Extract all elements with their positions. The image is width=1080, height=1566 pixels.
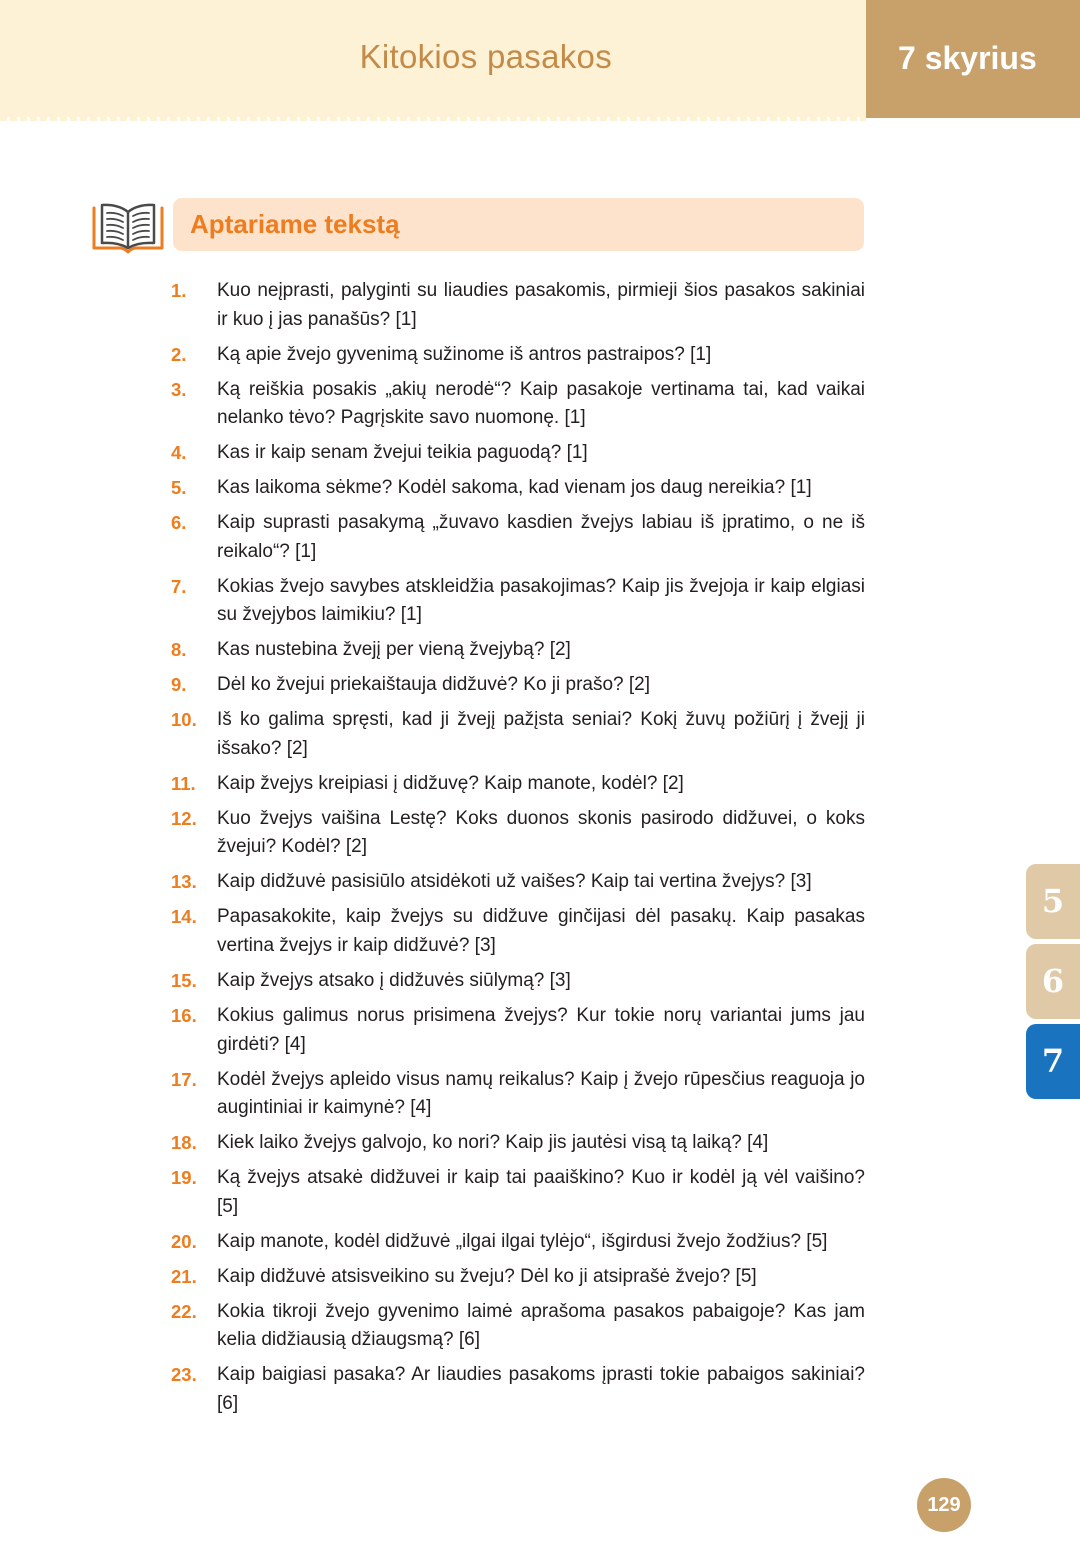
question-number: 19. xyxy=(171,1167,197,1189)
question-item xyxy=(171,636,865,665)
question-item xyxy=(171,341,865,370)
question-item xyxy=(171,1129,865,1158)
question-text: Kas ir kaip senam žvejui teikia paguodą? [1] xyxy=(217,442,588,464)
question-item xyxy=(171,770,865,799)
question-number: 18. xyxy=(171,1132,197,1154)
question-number: 6. xyxy=(171,512,187,534)
question-text: Kokius galimus norus prisimena žvejys? Kur tokie norų variantai jums jau girdėti? [4] xyxy=(217,1004,865,1055)
question-number: 21. xyxy=(171,1265,197,1287)
question-number: 5. xyxy=(171,477,187,499)
question-number: 8. xyxy=(171,639,187,661)
question-text: Ką reiškia posakis „akių nerodė“? Kaip pasakoje vertinama tai, kad vaikai nelanko tėvo? Pagrįskite savo nuomonę. [1] xyxy=(217,378,865,429)
question-item xyxy=(171,474,865,503)
question-number: 9. xyxy=(171,674,187,696)
question-number: 4. xyxy=(171,442,187,464)
question-item xyxy=(171,277,865,334)
question-item xyxy=(171,805,865,862)
question-item xyxy=(171,1164,865,1221)
question-item xyxy=(171,1263,865,1292)
question-list xyxy=(171,277,865,1425)
chapter-tab-6[interactable]: 6 xyxy=(1026,944,1080,1019)
question-number: 7. xyxy=(171,575,187,597)
header-band xyxy=(0,0,866,118)
question-item xyxy=(171,509,865,566)
question-text: Kodėl žvejys apleido visus namų reikalus? Kaip į žvejo rūpesčius reaguoja jo augintiniai ir kaimynė? [4] xyxy=(217,1068,865,1119)
question-number: 10. xyxy=(171,709,197,731)
question-text: Kokia tikroji žvejo gyvenimo laimė aprašoma pasakos pabaigoje? Kas jam kelia didžiausią džiaugsmą? [6] xyxy=(217,1300,865,1351)
question-number: 1. xyxy=(171,280,187,301)
question-number: 23. xyxy=(171,1364,197,1386)
question-item xyxy=(171,903,865,960)
question-number: 2. xyxy=(171,343,187,365)
question-text: Ką apie žvejo gyvenimą sužinome iš antros pastraipos? [1] xyxy=(217,343,712,365)
question-text: Ką žvejys atsakė didžuvei ir kaip tai paaiškino? Kuo ir kodėl ją vėl vaišino? [5] xyxy=(217,1167,865,1217)
question-number: 14. xyxy=(171,906,197,928)
page-number: 129 xyxy=(917,1478,971,1532)
question-item xyxy=(171,573,865,630)
question-text: Kuo neįprasti, palyginti su liaudies pasakomis, pirmieji šios pasakos sakiniai ir kuo į jas panašūs? [1] xyxy=(217,280,865,330)
question-item xyxy=(171,967,865,996)
question-number: 12. xyxy=(171,807,197,829)
question-number: 15. xyxy=(171,969,197,991)
section-header xyxy=(173,198,864,251)
question-item xyxy=(171,671,865,700)
question-text: Iš ko galima spręsti, kad ji žvejį pažįsta seniai? Kokį žuvų požiūrį į žvejį ji išsako? [2] xyxy=(217,709,865,759)
chapter-tab-5[interactable]: 5 xyxy=(1026,864,1080,939)
question-number: 17. xyxy=(171,1068,197,1090)
question-text: Kaip žvejys kreipiasi į didžuvę? Kaip manote, kodėl? [2] xyxy=(217,772,684,794)
question-text: Papasakokite, kaip žvejys su didžuve ginčijasi dėl pasakų. Kaip pasakas vertina žvejys ir kaip didžuvė? [3] xyxy=(217,906,865,956)
question-text: Kaip žvejys atsako į didžuvės siūlymą? [3] xyxy=(217,969,571,991)
question-text: Kokias žvejo savybes atskleidžia pasakojimas? Kaip jis žvejoja ir kaip elgiasi su žvejybos laimikiu? [1] xyxy=(217,575,865,626)
question-number: 11. xyxy=(171,772,196,794)
question-item xyxy=(171,1298,865,1355)
question-number: 16. xyxy=(171,1004,197,1026)
running-title: Kitokios pasakos xyxy=(359,38,612,75)
question-item xyxy=(171,1228,865,1257)
question-number: 22. xyxy=(171,1300,197,1322)
question-item xyxy=(171,376,865,433)
question-text: Kaip manote, kodėl didžuvė „ilgai ilgai tylėjo“, išgirdusi žvejo žodžius? [5] xyxy=(217,1230,828,1252)
question-number: 3. xyxy=(171,378,187,400)
question-text: Kuo žvejys vaišina Lestę? Koks duonos skonis pasirodo didžuvei, o koks žvejui? Kodėl? [2] xyxy=(217,807,865,858)
question-text: Kaip didžuvė pasisiūlo atsidėkoti už vaišes? Kaip tai vertina žvejys? [3] xyxy=(217,871,812,893)
question-text: Dėl ko žvejui priekaištauja didžuvė? Ko ji prašo? [2] xyxy=(217,674,651,696)
chapter-tab-7[interactable]: 7 xyxy=(1026,1024,1080,1099)
question-item xyxy=(171,1066,865,1123)
question-text: Kas laikoma sėkme? Kodėl sakoma, kad vienam jos daug nereikia? [1] xyxy=(217,477,812,499)
question-item xyxy=(171,706,865,763)
question-text: Kaip baigiasi pasaka? Ar liaudies pasakoms įprasti tokie pabaigos sakiniai? [6] xyxy=(217,1364,865,1414)
question-text: Kas nustebina žvejį per vieną žvejybą? [2] xyxy=(217,639,571,661)
question-item xyxy=(171,1002,865,1059)
section-title: Aptariame tekstą xyxy=(190,209,400,239)
open-book-icon xyxy=(90,196,166,258)
chapter-block xyxy=(866,0,1080,118)
chapter-label: 7 skyrius xyxy=(898,40,1037,76)
question-text: Kaip suprasti pasakymą „žuvavo kasdien žvejys labiau iš įpratimo, o ne iš reikalo“? [1] xyxy=(217,512,865,562)
question-text: Kaip didžuvė atsisveikino su žveju? Dėl ko ji atsiprašė žvejo? [5] xyxy=(217,1265,757,1287)
question-number: 20. xyxy=(171,1230,197,1252)
question-item xyxy=(171,1361,865,1418)
question-text: Kiek laiko žvejys galvojo, ko nori? Kaip jis jautėsi visą tą laiką? [4] xyxy=(217,1132,769,1154)
question-item xyxy=(171,868,865,897)
question-item xyxy=(171,439,865,468)
question-number: 13. xyxy=(171,871,197,893)
